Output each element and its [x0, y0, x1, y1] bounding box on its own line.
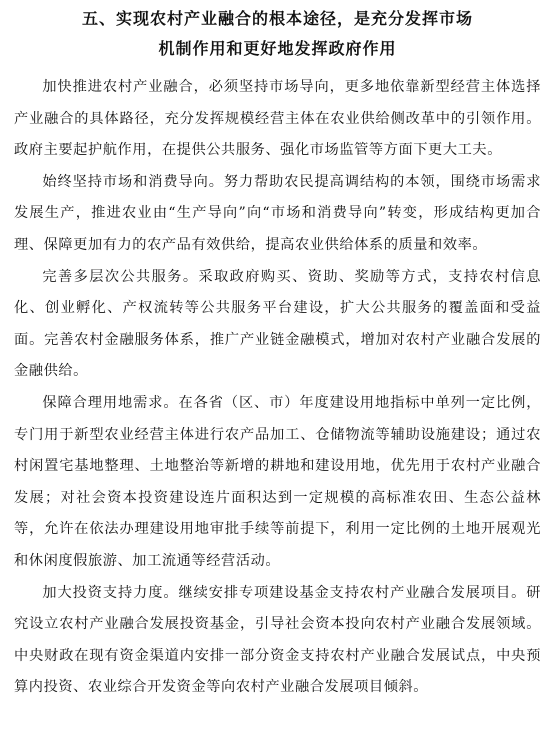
paragraph-intro: 加快推进农村产业融合，必须坚持市场导向，更多地依靠新型经营主体选择产业融合的具体路径，充分发挥规模经营主体在农业供给侧改革中的引领作用。政府主要起护航作用，在提供公共服务、强化市场监管等方面下更大工夫。 [14, 79, 541, 159]
paragraph-market-orientation: 始终坚持市场和消费导向。努力帮助农民提高调结构的本领，围绕市场需求发展生产，推进农业由“生产导向”向“市场和消费导向”转变，形成结构更加合理、保障更加有力的农产品有效供给，提高农业供给体系的质量和效率。 [14, 173, 541, 253]
paragraph-investment-support: 加大投资支持力度。继续安排专项建设基金支持农村产业融合发展项目。研究设立农村产业融合发展投资基金，引导社会资本投向农村产业融合发展领域。中央财政在现有资金渠道内安排一部分资金支持农村产业融合发展试点，中央预算内投资、农业综合开发资金等向农村产业融合发展项目倾斜。 [14, 584, 541, 696]
paragraph-land-use: 保障合理用地需求。在各省（区、市）年度建设用地指标中单列一定比例，专门用于新型农业经营主体进行农产品加工、仓储物流等辅助设施建设；通过农村闲置宅基地整理、土地整治等新增的耕地和建设用地，优先用于农村产业融合发展；对社会资本投资建设连片面积达到一定规模的高标准农田、生态公益林等，允许在依法办理建设用地审批手续等前提下，利用一定比例的土地开展观光和休闲度假旅游、加工流通等经营活动。 [14, 394, 541, 569]
section-title-line-2: 机制作用和更好地发挥政府作用 [158, 39, 397, 58]
section-title-line-1: 五、实现农村产业融合的根本途径，是充分发挥市场 [81, 9, 473, 28]
section-title [14, 4, 541, 64]
paragraph-public-services: 完善多层次公共服务。采取政府购买、资助、奖励等方式，支持农村信息化、创业孵化、产权流转等公共服务平台建设，扩大公共服务的覆盖面和受益面。完善农村金融服务体系，推广产业链金融模式，增加对农村产业融合发展的金融供给。 [14, 268, 541, 380]
